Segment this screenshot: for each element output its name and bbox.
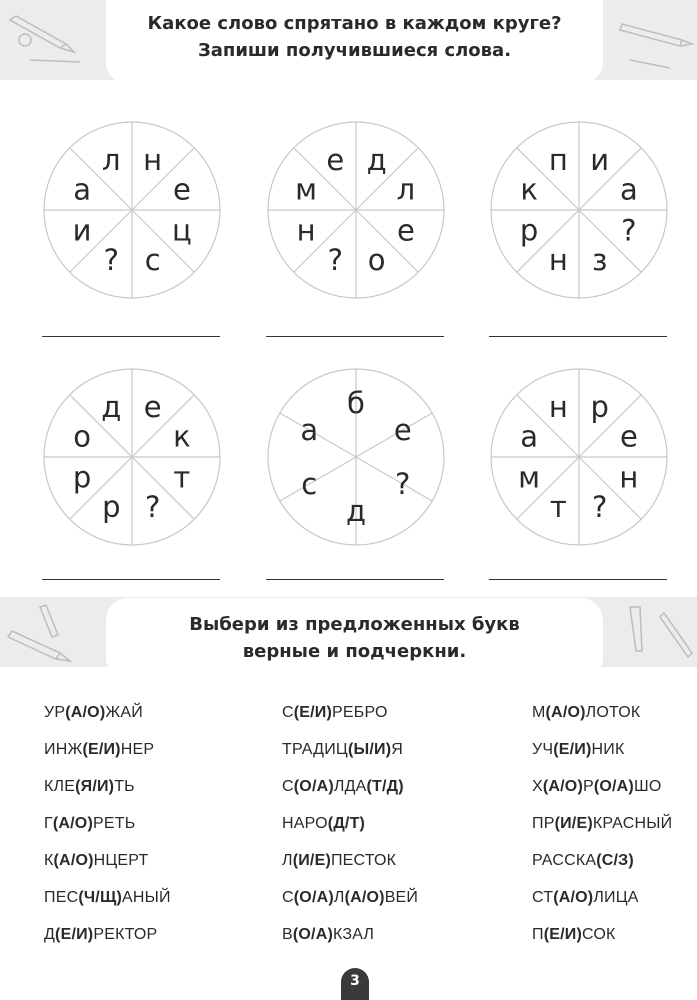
wheel-letter: л — [396, 172, 416, 207]
wheel-letter: б — [347, 386, 365, 420]
wheel-letter: е — [172, 172, 191, 207]
word-fragment: ЛОТОК — [585, 704, 641, 721]
wheel-letter: л — [102, 143, 121, 178]
task1-title-line2: Запиши получившиеся слова. — [197, 40, 512, 61]
word-fragment: ИНЖ — [44, 741, 83, 758]
word-fragment: НЦЕРТ — [93, 852, 149, 869]
word-task[interactable] — [44, 704, 143, 722]
letter-choice[interactable]: (О/А) — [292, 926, 333, 943]
letter-choice[interactable]: (А/О) — [53, 852, 94, 869]
wheel-letter: е — [619, 419, 638, 454]
wheel-letter: ? — [621, 213, 637, 248]
word-fragment: ЛДА — [333, 778, 367, 795]
word-fragment: РЕКТОР — [93, 926, 158, 943]
letter-choice[interactable]: (Ы/И) — [347, 741, 392, 758]
word-task[interactable] — [44, 741, 154, 759]
page-number: 3 — [341, 968, 369, 1000]
word-task[interactable] — [532, 815, 672, 833]
answer-line-4[interactable] — [42, 579, 220, 580]
word-fragment: РЕБРО — [332, 704, 388, 721]
letter-choice[interactable]: (А/О) — [52, 815, 93, 832]
word-fragment: С — [282, 889, 294, 906]
letter-choice[interactable]: (Ч/Щ) — [78, 889, 122, 906]
letter-choice[interactable]: (И/Е) — [554, 815, 593, 832]
word-fragment: СОК — [581, 926, 616, 943]
word-fragment: НЕР — [120, 741, 155, 758]
word-fragment: КРАСНЫЙ — [592, 815, 673, 832]
word-fragment: К — [44, 852, 54, 869]
wheel-letter: ? — [591, 489, 608, 524]
wheel-letter: р — [519, 213, 539, 248]
word-fragment: ЖАЙ — [105, 704, 143, 721]
word-fragment: НАРО — [282, 815, 328, 832]
word-task[interactable] — [282, 778, 404, 796]
wheel-letter: ? — [103, 242, 120, 277]
letter-choice[interactable]: (А/О) — [344, 889, 385, 906]
letter-choice[interactable]: (О/А) — [593, 778, 634, 795]
letter-choice[interactable]: (Е/И) — [553, 741, 592, 758]
word-fragment: В — [282, 926, 293, 943]
word-fragment: УР — [44, 704, 66, 721]
letter-wheel-5 — [266, 367, 446, 547]
word-fragment: Г — [44, 815, 53, 832]
task2-title — [106, 598, 603, 680]
answer-line-6[interactable] — [489, 579, 667, 580]
word-task[interactable] — [282, 852, 396, 870]
wheel-letter: а — [73, 172, 92, 207]
task2-title-line1: Выбери из предложенных букв — [189, 614, 520, 635]
wheel-letter: р — [72, 460, 92, 495]
wheel-letter: ? — [395, 467, 411, 501]
letter-wheel-4 — [42, 367, 222, 547]
word-task[interactable] — [282, 926, 374, 944]
word-fragment: КЛЕ — [44, 778, 76, 795]
word-task[interactable] — [282, 704, 388, 722]
letter-choice[interactable]: (А/О) — [545, 704, 586, 721]
word-fragment: Я — [391, 741, 403, 758]
wheel-letter: п — [548, 143, 568, 178]
wheel-letter: м — [295, 172, 318, 207]
word-task[interactable] — [532, 741, 625, 759]
letter-choice[interactable]: (Е/И) — [55, 926, 94, 943]
word-fragment: ЛИЦА — [593, 889, 639, 906]
task1-title-line1: Какое слово спрятано в каждом круге? — [147, 13, 562, 34]
wheel-letter: д — [345, 494, 367, 528]
word-fragment: Х — [532, 778, 543, 795]
word-task[interactable] — [44, 852, 148, 870]
letter-choice[interactable]: (Д/Т) — [327, 815, 366, 832]
answer-line-1[interactable] — [42, 336, 220, 337]
pencil-doodle-icon — [600, 597, 697, 667]
wheel-letter: а — [619, 172, 638, 207]
wheel-letter: с — [301, 467, 318, 501]
word-fragment: П — [532, 926, 544, 943]
word-fragment: СТ — [532, 889, 554, 906]
word-fragment: УЧ — [532, 741, 554, 758]
word-task[interactable] — [282, 815, 365, 833]
letter-wheel-1 — [42, 120, 222, 300]
wheel-letter: а — [300, 413, 319, 447]
word-fragment: КЗАЛ — [332, 926, 375, 943]
word-task[interactable] — [532, 704, 640, 722]
word-fragment: М — [532, 704, 546, 721]
task1-title — [106, 0, 603, 84]
answer-line-2[interactable] — [266, 336, 444, 337]
word-fragment: АНЫЙ — [121, 889, 171, 906]
letter-choice[interactable]: (Е/И) — [293, 704, 333, 721]
pencil-doodle-icon — [0, 597, 100, 667]
wheel-letter: н — [548, 390, 568, 425]
word-task[interactable] — [532, 889, 639, 907]
word-fragment: НИК — [591, 741, 625, 758]
wheel-letter: и — [590, 143, 610, 178]
answer-line-3[interactable] — [489, 336, 667, 337]
letter-choice[interactable]: (А/О) — [553, 889, 594, 906]
word-fragment: ПР — [532, 815, 555, 832]
wheel-letter: м — [518, 460, 541, 495]
wheel-letter: о — [73, 419, 91, 454]
word-fragment: ПЕСТОК — [330, 852, 397, 869]
wheel-letter: о — [367, 242, 386, 277]
letter-choice[interactable]: (С/З) — [596, 852, 634, 869]
word-fragment: РАССКА — [532, 852, 597, 869]
wheel-letter: р — [102, 489, 121, 524]
word-fragment: ШО — [633, 778, 662, 795]
word-task[interactable] — [44, 778, 135, 796]
wheel-letter: ц — [172, 213, 192, 248]
word-fragment: Р — [582, 778, 594, 795]
wheel-letter: ? — [144, 489, 161, 524]
word-task[interactable] — [532, 778, 661, 796]
wheel-letter: д — [101, 390, 122, 425]
letter-choice[interactable]: (Т/Д) — [366, 778, 404, 795]
wheel-letter: к — [173, 419, 191, 454]
word-fragment: ВЕЙ — [384, 889, 419, 906]
letter-choice[interactable]: (Е/И) — [543, 926, 582, 943]
word-fragment: ПЕС — [44, 889, 79, 906]
letter-choice[interactable]: (Я/И) — [75, 778, 115, 795]
word-task[interactable] — [282, 741, 403, 759]
word-fragment: С — [282, 778, 294, 795]
word-fragment: ТЬ — [114, 778, 135, 795]
wheel-letter: с — [144, 242, 161, 277]
letter-wheel-2 — [266, 120, 446, 300]
letter-wheel-3 — [489, 120, 669, 300]
wheel-letter: н — [619, 460, 639, 495]
wheel-letter: е — [326, 143, 345, 178]
answer-line-5[interactable] — [266, 579, 444, 580]
word-fragment: Д — [44, 926, 56, 943]
word-fragment: Л — [282, 852, 293, 869]
wheel-letter: е — [393, 413, 412, 447]
word-fragment: Л — [333, 889, 345, 906]
wheel-letter: к — [520, 172, 538, 207]
wheel-letter: ? — [327, 242, 344, 277]
letter-choice[interactable]: (Е/И) — [82, 741, 121, 758]
wheel-letter: р — [590, 390, 609, 425]
wheel-letter: з — [591, 242, 608, 277]
word-fragment: С — [282, 704, 294, 721]
wheel-letter: т — [173, 460, 191, 495]
wheel-letter: а — [520, 419, 539, 454]
word-task[interactable] — [44, 815, 135, 833]
wheel-letter: н — [296, 213, 316, 248]
word-task[interactable] — [282, 889, 418, 907]
letter-wheel-6 — [489, 367, 669, 547]
pencil-doodle-icon — [0, 0, 100, 80]
wheel-letter: и — [72, 213, 92, 248]
wheel-letter: е — [143, 390, 162, 425]
word-task[interactable] — [44, 889, 171, 907]
wheel-letter: н — [143, 143, 163, 178]
letter-choice[interactable]: (А/О) — [542, 778, 583, 795]
word-task[interactable] — [44, 926, 157, 944]
wheel-letter: д — [366, 143, 387, 178]
wheel-letter: н — [548, 242, 568, 277]
wheel-letter: т — [549, 489, 567, 524]
letter-choice[interactable]: (И/Е) — [292, 852, 331, 869]
letter-choice[interactable]: (О/А) — [293, 889, 334, 906]
word-fragment: ТРАДИЦ — [282, 741, 348, 758]
wheel-letter: е — [396, 213, 415, 248]
word-task[interactable] — [532, 926, 616, 944]
word-fragment: РЕТЬ — [92, 815, 136, 832]
letter-choice[interactable]: (О/А) — [293, 778, 334, 795]
letter-choice[interactable]: (А/О) — [65, 704, 106, 721]
task2-title-line2: верные и подчеркни. — [242, 641, 467, 662]
word-task[interactable] — [532, 852, 634, 870]
pencil-doodle-icon — [600, 0, 697, 80]
